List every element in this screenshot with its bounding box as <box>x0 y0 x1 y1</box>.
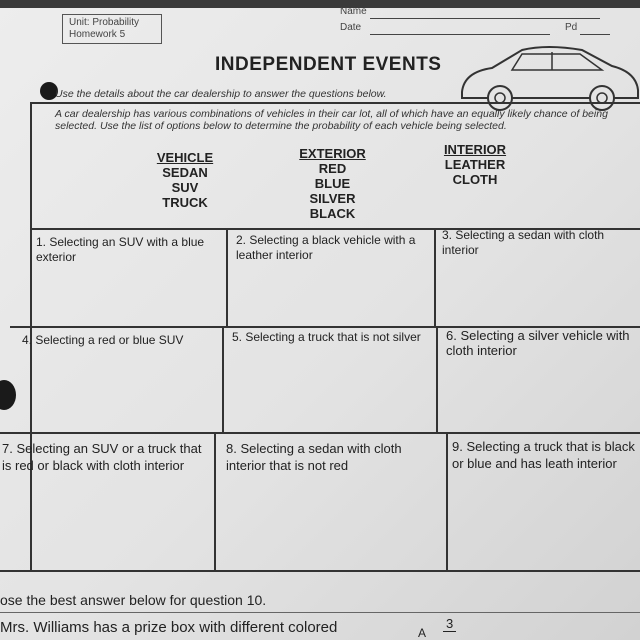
vehicle-column <box>140 150 230 210</box>
vehicle-header: VEHICLE <box>156 150 214 165</box>
choice-a-numerator: 3 <box>443 616 456 632</box>
option-item: RED <box>318 161 347 176</box>
date-field[interactable] <box>370 34 550 35</box>
name-label: Name <box>340 6 367 17</box>
grid-divider <box>222 326 224 434</box>
question-8: 8. Selecting a sedan with cloth interior that is not red <box>226 441 402 473</box>
page-title: INDEPENDENT EVENTS <box>215 54 442 75</box>
question-2: 2. Selecting a black vehicle with a leather interior <box>236 233 416 262</box>
name-date-area <box>340 6 640 38</box>
question-10-instruction: ose the best answer below for question 10. <box>0 592 267 608</box>
binder-hole <box>0 380 16 410</box>
description-text: A car dealership has various combinations of vehicles in their car lot, all of which have an equally likely chance of being selected. Use the list of options below to determine the probability of each vehicle being selected. <box>55 108 608 132</box>
question-4: 4. Selecting a red or blue SUV <box>22 333 184 347</box>
question-7: 7. Selecting an SUV or a truck that is red or black with cloth interior <box>2 441 202 473</box>
date-label: Date <box>340 22 362 33</box>
option-item: TRUCK <box>162 195 208 210</box>
option-item: SILVER <box>309 191 356 206</box>
unit-label: Unit: Probability <box>69 17 140 28</box>
grid-divider <box>214 432 216 572</box>
name-field[interactable] <box>370 18 600 19</box>
instructions-text: Use the details about the car dealership to answer the questions below. <box>55 88 387 100</box>
pd-field[interactable] <box>580 34 610 35</box>
option-item: SEDAN <box>162 165 208 180</box>
grid-divider <box>226 228 228 328</box>
grid-divider <box>0 432 640 434</box>
option-item: BLACK <box>309 206 356 221</box>
question-6: 6. Selecting a silver vehicle with cloth interior <box>446 328 630 358</box>
unit-box <box>62 14 162 44</box>
option-item: CLOTH <box>452 172 498 187</box>
interior-header: INTERIOR <box>443 142 507 157</box>
option-item: SUV <box>171 180 199 195</box>
divider <box>0 612 640 613</box>
question-1: 1. Selecting an SUV with a blue exterior <box>36 235 205 264</box>
grid-divider <box>434 228 436 328</box>
question-5: 5. Selecting a truck that is not silver <box>232 330 421 344</box>
homework-label: Homework 5 <box>69 29 126 40</box>
grid-divider <box>436 326 438 434</box>
exterior-header: EXTERIOR <box>299 146 366 161</box>
pd-label: Pd <box>565 22 578 33</box>
interior-column <box>430 142 520 187</box>
option-item: BLUE <box>314 176 351 191</box>
exterior-column <box>285 146 380 221</box>
option-item: LEATHER <box>444 157 506 172</box>
question-10-text: Mrs. Williams has a prize box with different colored <box>0 619 338 636</box>
question-9: 9. Selecting a truck that is black or blue and has leath interior <box>452 439 635 471</box>
choice-a-label[interactable]: A <box>418 626 427 640</box>
grid-divider <box>0 570 640 572</box>
question-3: 3. Selecting a sedan with cloth interior <box>442 228 605 257</box>
grid-divider <box>446 432 448 572</box>
